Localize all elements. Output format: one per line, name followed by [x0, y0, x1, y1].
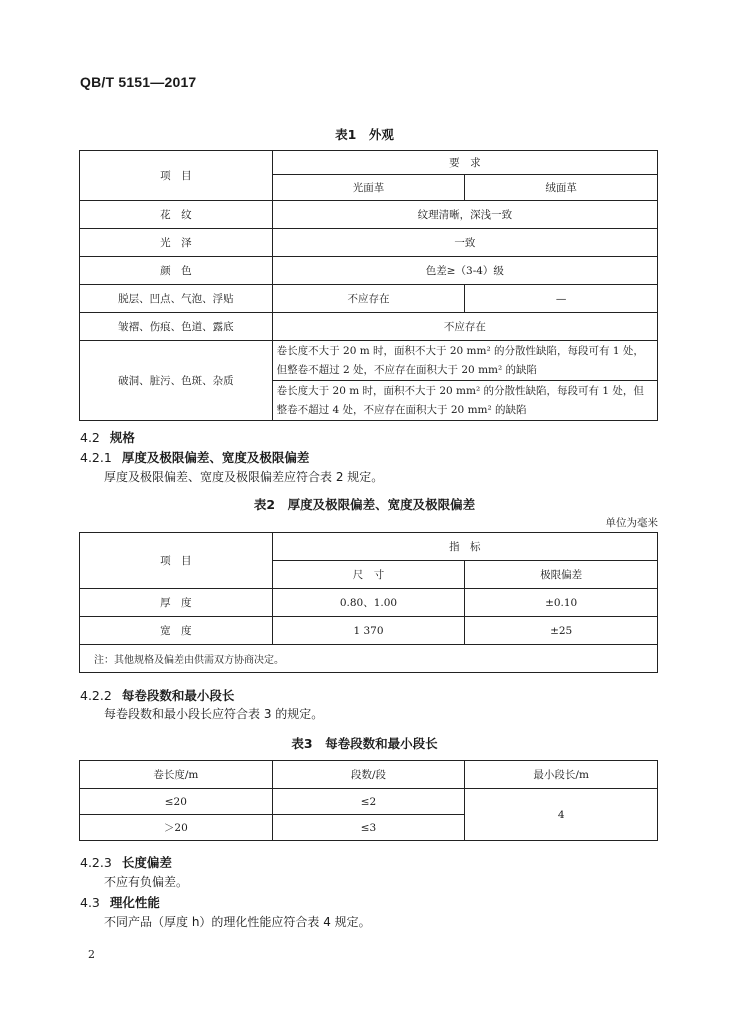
col-index-header: 指 标 [272, 533, 657, 561]
section-4-2-3 [80, 853, 172, 871]
row-deviation: ±25 [465, 617, 658, 645]
row-value-smooth: 不应存在 [272, 285, 465, 313]
row-item: 光 泽 [80, 229, 273, 257]
section-text: 厚度及极限偏差、宽度及极限偏差应符合表 2 规定。 [104, 470, 384, 484]
section-4-2-1 [80, 448, 309, 466]
row-item: 脱层、凹点、气泡、浮贴 [80, 285, 273, 313]
section-title: 每卷段数和最小段长 [121, 688, 235, 703]
min-length-value: 4 [465, 789, 658, 841]
defect-rule-line: 但整卷不超过 2 处，不应存在面积大于 20 mm² 的缺陷 [276, 363, 538, 376]
segments-table [79, 760, 658, 841]
row-size: 1 370 [272, 617, 465, 645]
col-requirement-header: 要 求 [272, 151, 657, 175]
row-size: 0.80、1.00 [272, 589, 465, 617]
smooth-leather-header: 光面革 [272, 175, 465, 201]
section-number: 4.2.3 [80, 855, 112, 870]
table2-caption: 表2 厚度及极限偏差、宽度及极限偏差 [253, 497, 476, 512]
section-title: 规格 [109, 430, 135, 445]
section-4-2-2 [80, 686, 234, 704]
table3-caption: 表3 每卷段数和最小段长 [291, 736, 438, 751]
section-number: 4.2.1 [80, 450, 112, 465]
section-number: 4.2.2 [80, 688, 112, 703]
section-text: 不同产品（厚度 h）的理化性能应符合表 4 规定。 [104, 915, 371, 929]
dimension-table [79, 532, 658, 673]
section-number: 4.2 [80, 430, 100, 445]
defect-rule-line: 整卷不超过 4 处，不应存在面积大于 20 mm² 的缺陷 [276, 403, 527, 416]
section-title: 长度偏差 [121, 855, 172, 870]
row-deviation: ±0.10 [465, 589, 658, 617]
standard-code-header: QB/T 5151—2017 [80, 74, 197, 90]
section-4-2 [80, 428, 135, 446]
table-note: 注：其他规格及偏差由供需双方协商决定。 [80, 645, 658, 673]
page-number: 2 [88, 948, 95, 961]
row-value: 不应存在 [272, 313, 657, 341]
section-text: 不应有负偏差。 [104, 875, 189, 889]
section-text: 每卷段数和最小段长应符合表 3 的规定。 [104, 707, 324, 721]
row-segments: ≤2 [272, 789, 465, 815]
col-segments-header: 段数/段 [272, 761, 465, 789]
section-title: 理化性能 [109, 895, 160, 910]
defect-rule-long-roll [272, 381, 657, 421]
row-length: ≤20 [80, 789, 273, 815]
row-item: 厚 度 [80, 589, 273, 617]
row-item: 花 纹 [80, 201, 273, 229]
col-length-header: 卷长度/m [80, 761, 273, 789]
table1-caption: 表1 外观 [335, 127, 394, 142]
row-item: 破洞、脏污、色斑、杂质 [80, 341, 273, 421]
row-value: 纹理清晰，深浅一致 [272, 201, 657, 229]
section-number: 4.3 [80, 895, 100, 910]
appearance-table [79, 150, 658, 421]
row-value: 一致 [272, 229, 657, 257]
col-min-length-header: 最小段长/m [465, 761, 658, 789]
row-segments: ≤3 [272, 815, 465, 841]
row-value-suede: — [465, 285, 658, 313]
unit-note: 单位为毫米 [605, 517, 658, 529]
row-item: 颜 色 [80, 257, 273, 285]
defect-rule-line: 卷长度不大于 20 m 时，面积不大于 20 mm² 的分散性缺陷，每段可有 1 处， [276, 344, 644, 357]
col-deviation-header: 极限偏差 [465, 561, 658, 589]
defect-rule-line: 卷长度大于 20 m 时，面积不大于 20 mm² 的分散性缺陷，每段可有 1 处，但 [276, 384, 644, 397]
row-value: 色差≥（3-4）级 [272, 257, 657, 285]
defect-rule-short-roll [272, 341, 657, 381]
row-item: 宽 度 [80, 617, 273, 645]
row-length: ＞20 [80, 815, 273, 841]
col-item-header: 项 目 [80, 151, 273, 201]
section-title: 厚度及极限偏差、宽度及极限偏差 [121, 450, 310, 465]
col-item-header: 项 目 [80, 533, 273, 589]
section-4-3 [80, 893, 160, 911]
col-size-header: 尺 寸 [272, 561, 465, 589]
suede-leather-header: 绒面革 [465, 175, 658, 201]
row-item: 皱褶、伤痕、色道、露底 [80, 313, 273, 341]
